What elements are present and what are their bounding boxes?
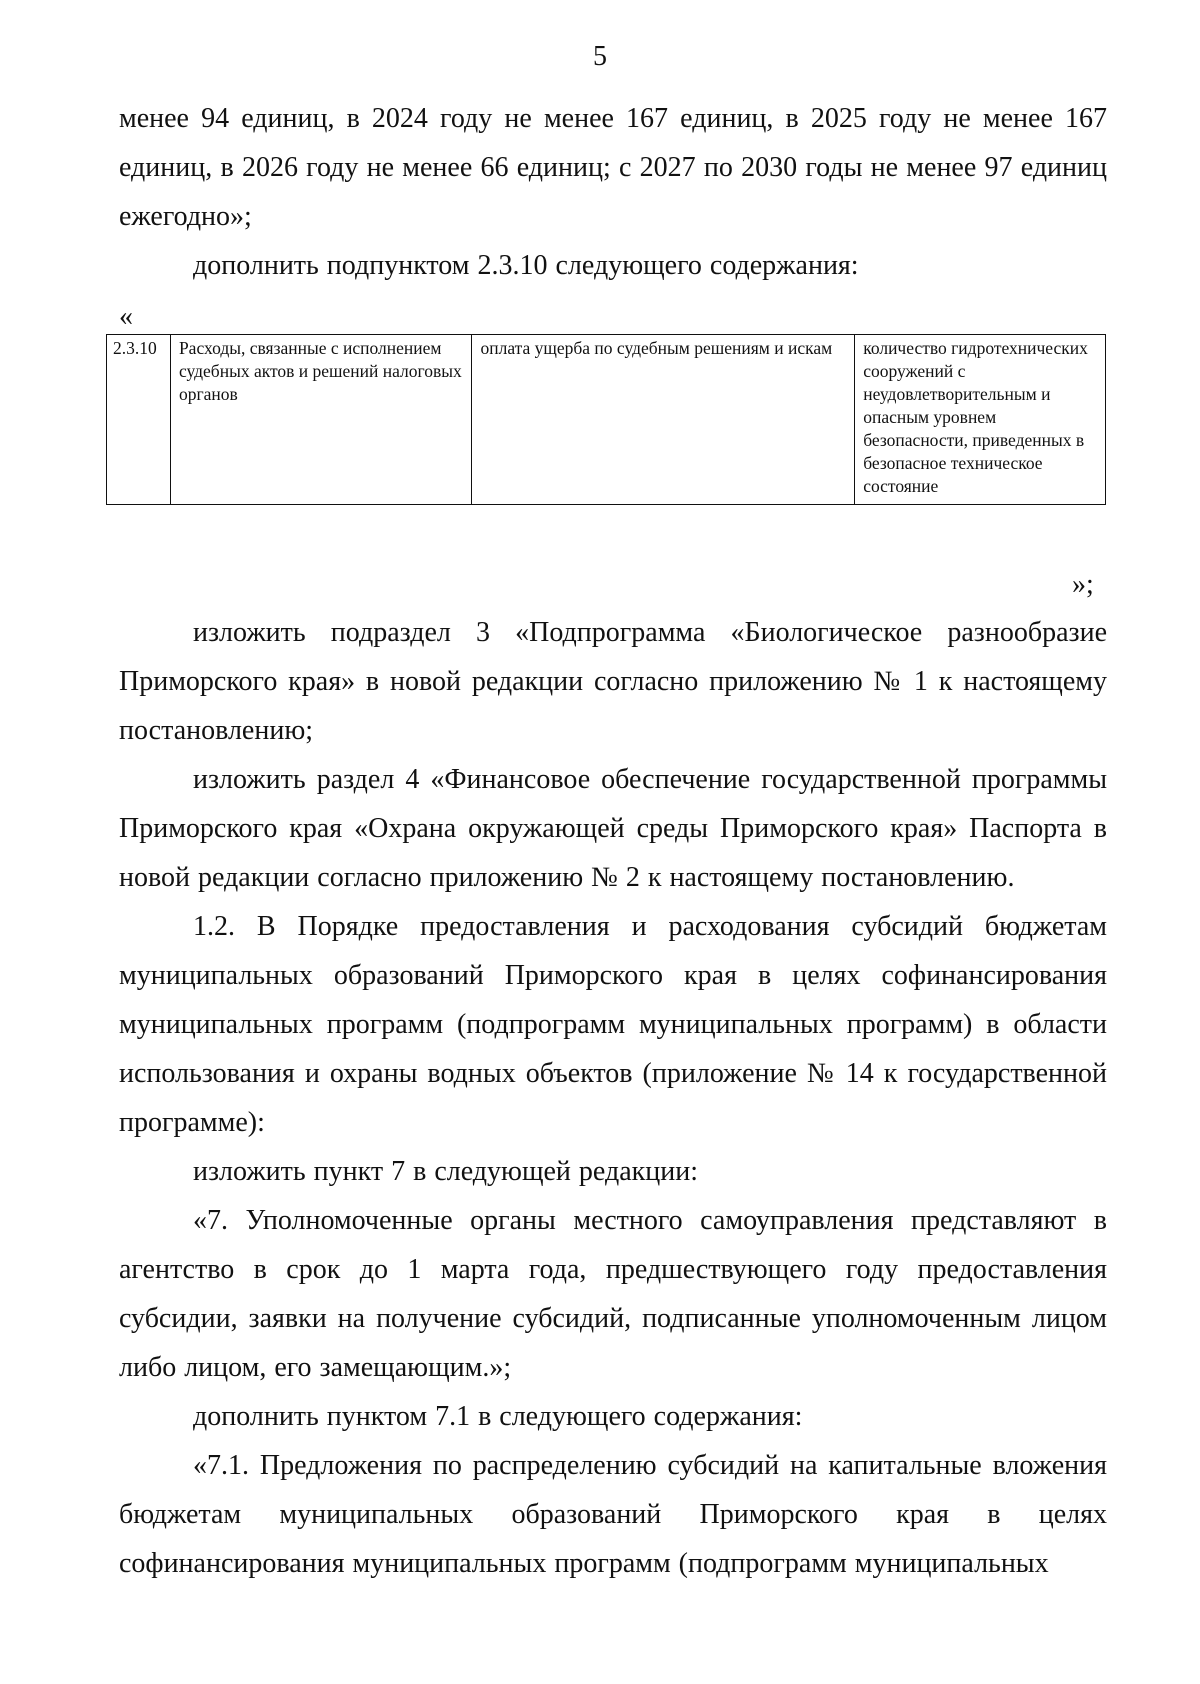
subpoint-table (106, 334, 1106, 505)
paragraph-point-7-1: «7.1. Предложения по распределению субсидий на капитальные вложения бюджетам муниципальных образований Приморского края в целях софинансирования муниципальных программ (подпрограмм муниципальных (119, 1450, 1107, 1579)
opening-quote: « (119, 301, 133, 332)
paragraph-add-subpoint: дополнить подпунктом 2.3.10 следующего содержания: (193, 250, 859, 281)
table-cell-name: Расходы, связанные с исполнением судебных актов и решений налоговых органов (170, 335, 472, 505)
paragraph-1-2: 1.2. В Порядке предоставления и расходования субсидий бюджетам муниципальных образований Приморского края в целях софинансирования муниципальных программ (подпрограмм муниципальных программ) в области использования и охраны водных объектов (приложение № 14 к государственной программе): (119, 911, 1107, 1138)
paragraph-point-7: «7. Уполномоченные органы местного самоуправления представляют в агентство в срок до 1 марта года, предшествующего году предоставления субсидии, заявки на получение субсидий, подписанные уполномоченным лицом либо лицом, его замещающим.»; (119, 1205, 1107, 1383)
bottom-text-block (119, 608, 1107, 1588)
table-cell-indicator: количество гидротехнических сооружений с неудовлетворительным и опасным уровнем безопасности, приведенных в безопасное техническое состояние (855, 335, 1106, 505)
table-cell-description: оплата ущерба по судебным решениям и искам (472, 335, 855, 505)
page-number: 5 (593, 41, 607, 72)
paragraph-section-4: изложить раздел 4 «Финансовое обеспечение государственной программы Приморского края «Охрана окружающей среды Приморского края» Паспорта в новой редакции согласно приложению № 2 к настоящему постановлению. (119, 764, 1107, 893)
top-text-block (119, 94, 1107, 290)
paragraph-continuation: менее 94 единиц, в 2024 году не менее 167 единиц, в 2025 году не менее 167 единиц, в 2026 году не менее 66 единиц; с 2027 по 2030 годы не менее 97 единиц ежегодно»; (119, 103, 1107, 232)
closing-quote: »; (1072, 569, 1094, 600)
paragraph-point-7-intro: изложить пункт 7 в следующей редакции: (193, 1156, 698, 1187)
table-cell-number: 2.3.10 (107, 335, 171, 505)
paragraph-subsection-3: изложить подраздел 3 «Подпрограмма «Биологическое разнообразие Приморского края» в новой редакции согласно приложению № 1 к настоящему постановлению; (119, 617, 1107, 746)
table-row (107, 335, 1106, 505)
paragraph-point-7-1-intro: дополнить пунктом 7.1 в следующего содержания: (193, 1401, 803, 1432)
